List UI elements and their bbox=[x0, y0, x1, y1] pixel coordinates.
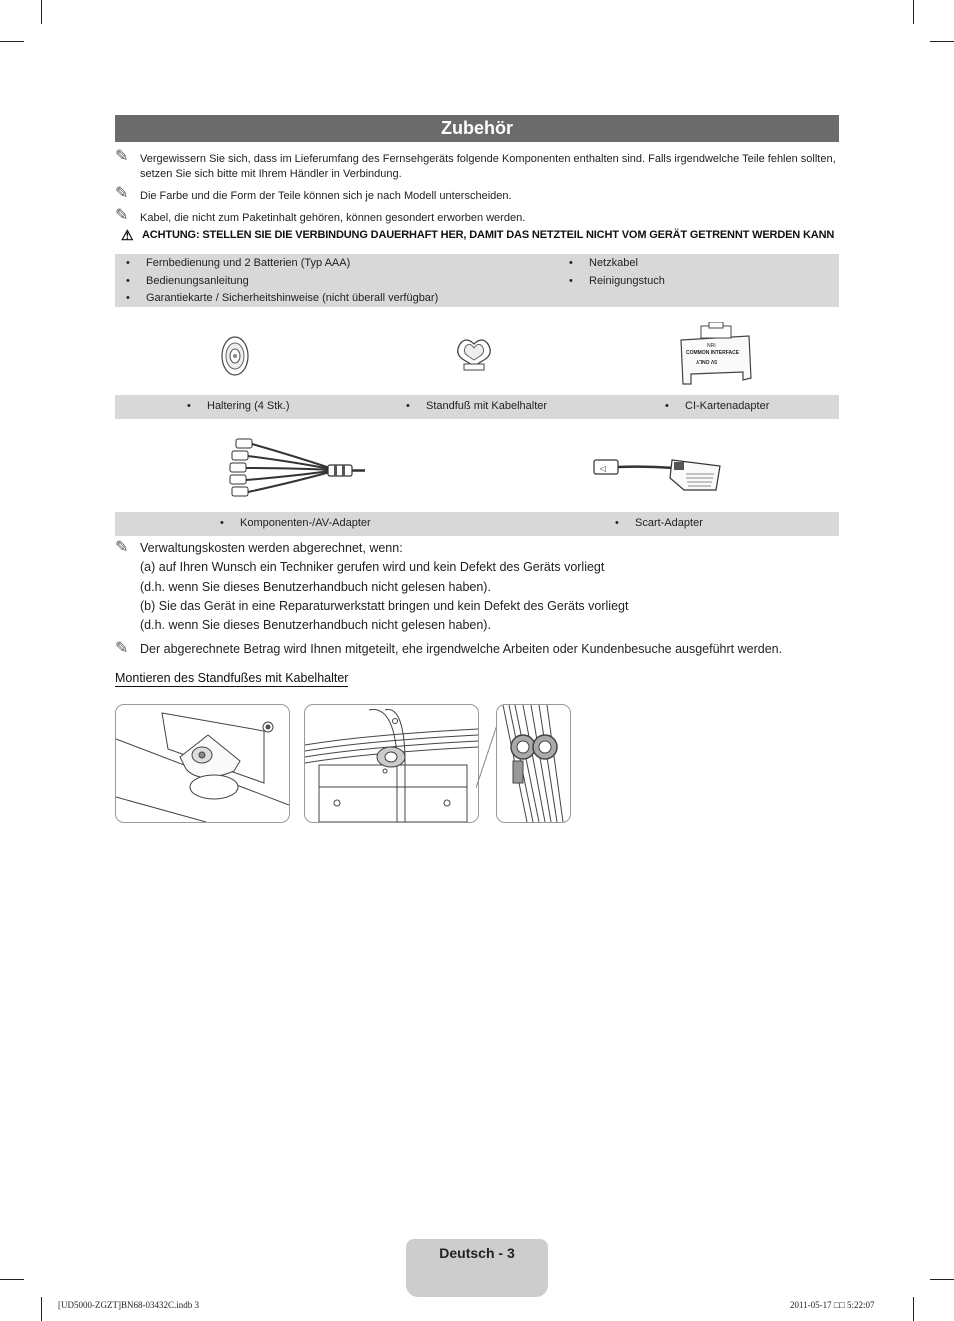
note-pencil-icon: ✎ bbox=[115, 185, 129, 202]
stand-mount-illustration bbox=[116, 705, 289, 822]
crop-mark bbox=[0, 1279, 24, 1280]
stand-cable-holder-image bbox=[452, 334, 496, 374]
scart-arrow-icon: ◁ bbox=[600, 464, 607, 473]
page-number-tab bbox=[406, 1239, 548, 1297]
component-av-adapter-image bbox=[224, 436, 368, 502]
assembly-panel-1 bbox=[115, 704, 290, 823]
note-pencil-icon: ✎ bbox=[115, 207, 129, 224]
crop-mark bbox=[913, 1297, 914, 1321]
imprint-left: [UD5000-ZGZT]BN68-03432C.indb 3 bbox=[58, 1300, 199, 1310]
note-1 bbox=[115, 148, 839, 182]
note-text: Die Farbe und die Form der Teile können sich je nach Modell unterscheiden. bbox=[140, 190, 512, 202]
note-pencil-icon: ✎ bbox=[115, 539, 129, 556]
costs-line: (b) Sie das Gerät in eine Reparaturwerkstatt bringen und kein Defekt des Geräts vorliegt bbox=[140, 599, 629, 613]
note-text: Kabel, die nicht zum Paketinhalt gehören, können gesondert erworben werden. bbox=[140, 212, 526, 224]
costs-line: (d.h. wenn Sie dieses Benutzerhandbuch nicht gelesen haben). bbox=[140, 618, 491, 632]
cable-holder-detail bbox=[497, 705, 570, 822]
section-heading: Montieren des Standfußes mit Kabelhalter bbox=[115, 671, 349, 685]
cable-holder-illustration bbox=[305, 705, 478, 822]
ci-card-label: 5V ONLY bbox=[696, 358, 717, 364]
scart-adapter-image bbox=[592, 456, 724, 494]
ci-card-label: COMMON INTERFACE bbox=[686, 350, 740, 356]
crop-mark bbox=[930, 41, 954, 42]
warning-text: ACHTUNG: STELLEN SIE DIE VERBINDUNG DAUERHAFT HER, DAMIT DAS NETZTEIL NICHT VOM GERÄT GETRENNT WERDEN KANN bbox=[142, 229, 835, 241]
page-title: Zubehör bbox=[115, 115, 839, 142]
warning-triangle-icon: ⚠ bbox=[121, 227, 134, 243]
crop-mark bbox=[41, 1297, 42, 1321]
note-2 bbox=[115, 185, 839, 204]
note-pencil-icon: ✎ bbox=[115, 148, 129, 165]
costs-line: (a) auf Ihren Wunsch ein Techniker gerufen wird und kein Defekt des Geräts vorliegt bbox=[140, 560, 605, 574]
costs-note: Der abgerechnete Betrag wird Ihnen mitgeteilt, ehe irgendwelche Arbeiten oder Kundenbesuche ausgeführt werden. bbox=[140, 642, 783, 656]
crop-mark bbox=[0, 41, 24, 42]
holder-ring-image bbox=[218, 333, 252, 379]
imprint-right: 2011-05-17 □□ 5:22:07 bbox=[790, 1300, 875, 1310]
costs-intro: Verwaltungskosten werden abgerechnet, wenn: bbox=[140, 541, 403, 555]
costs-line: (d.h. wenn Sie dieses Benutzerhandbuch nicht gelesen haben). bbox=[140, 580, 491, 594]
assembly-panel-2 bbox=[304, 704, 479, 823]
crop-mark bbox=[913, 0, 914, 24]
crop-mark bbox=[41, 0, 42, 24]
page-number: Deutsch - 3 bbox=[439, 1245, 515, 1261]
crop-mark bbox=[930, 1279, 954, 1280]
assembly-panel-3 bbox=[496, 704, 571, 823]
note-pencil-icon: ✎ bbox=[115, 640, 129, 657]
ci-card-adapter-image bbox=[677, 322, 755, 388]
note-3 bbox=[115, 207, 839, 226]
note-text: Vergewissern Sie sich, dass im Lieferumfang des Fernsehgeräts folgende Komponenten enthalten sind. Falls irgendwelche Teile fehlen sollten, setzen Sie sich bitte mit Ihrem Händler in Verbindung. bbox=[140, 153, 836, 180]
ci-card-label: NRI bbox=[707, 343, 716, 349]
